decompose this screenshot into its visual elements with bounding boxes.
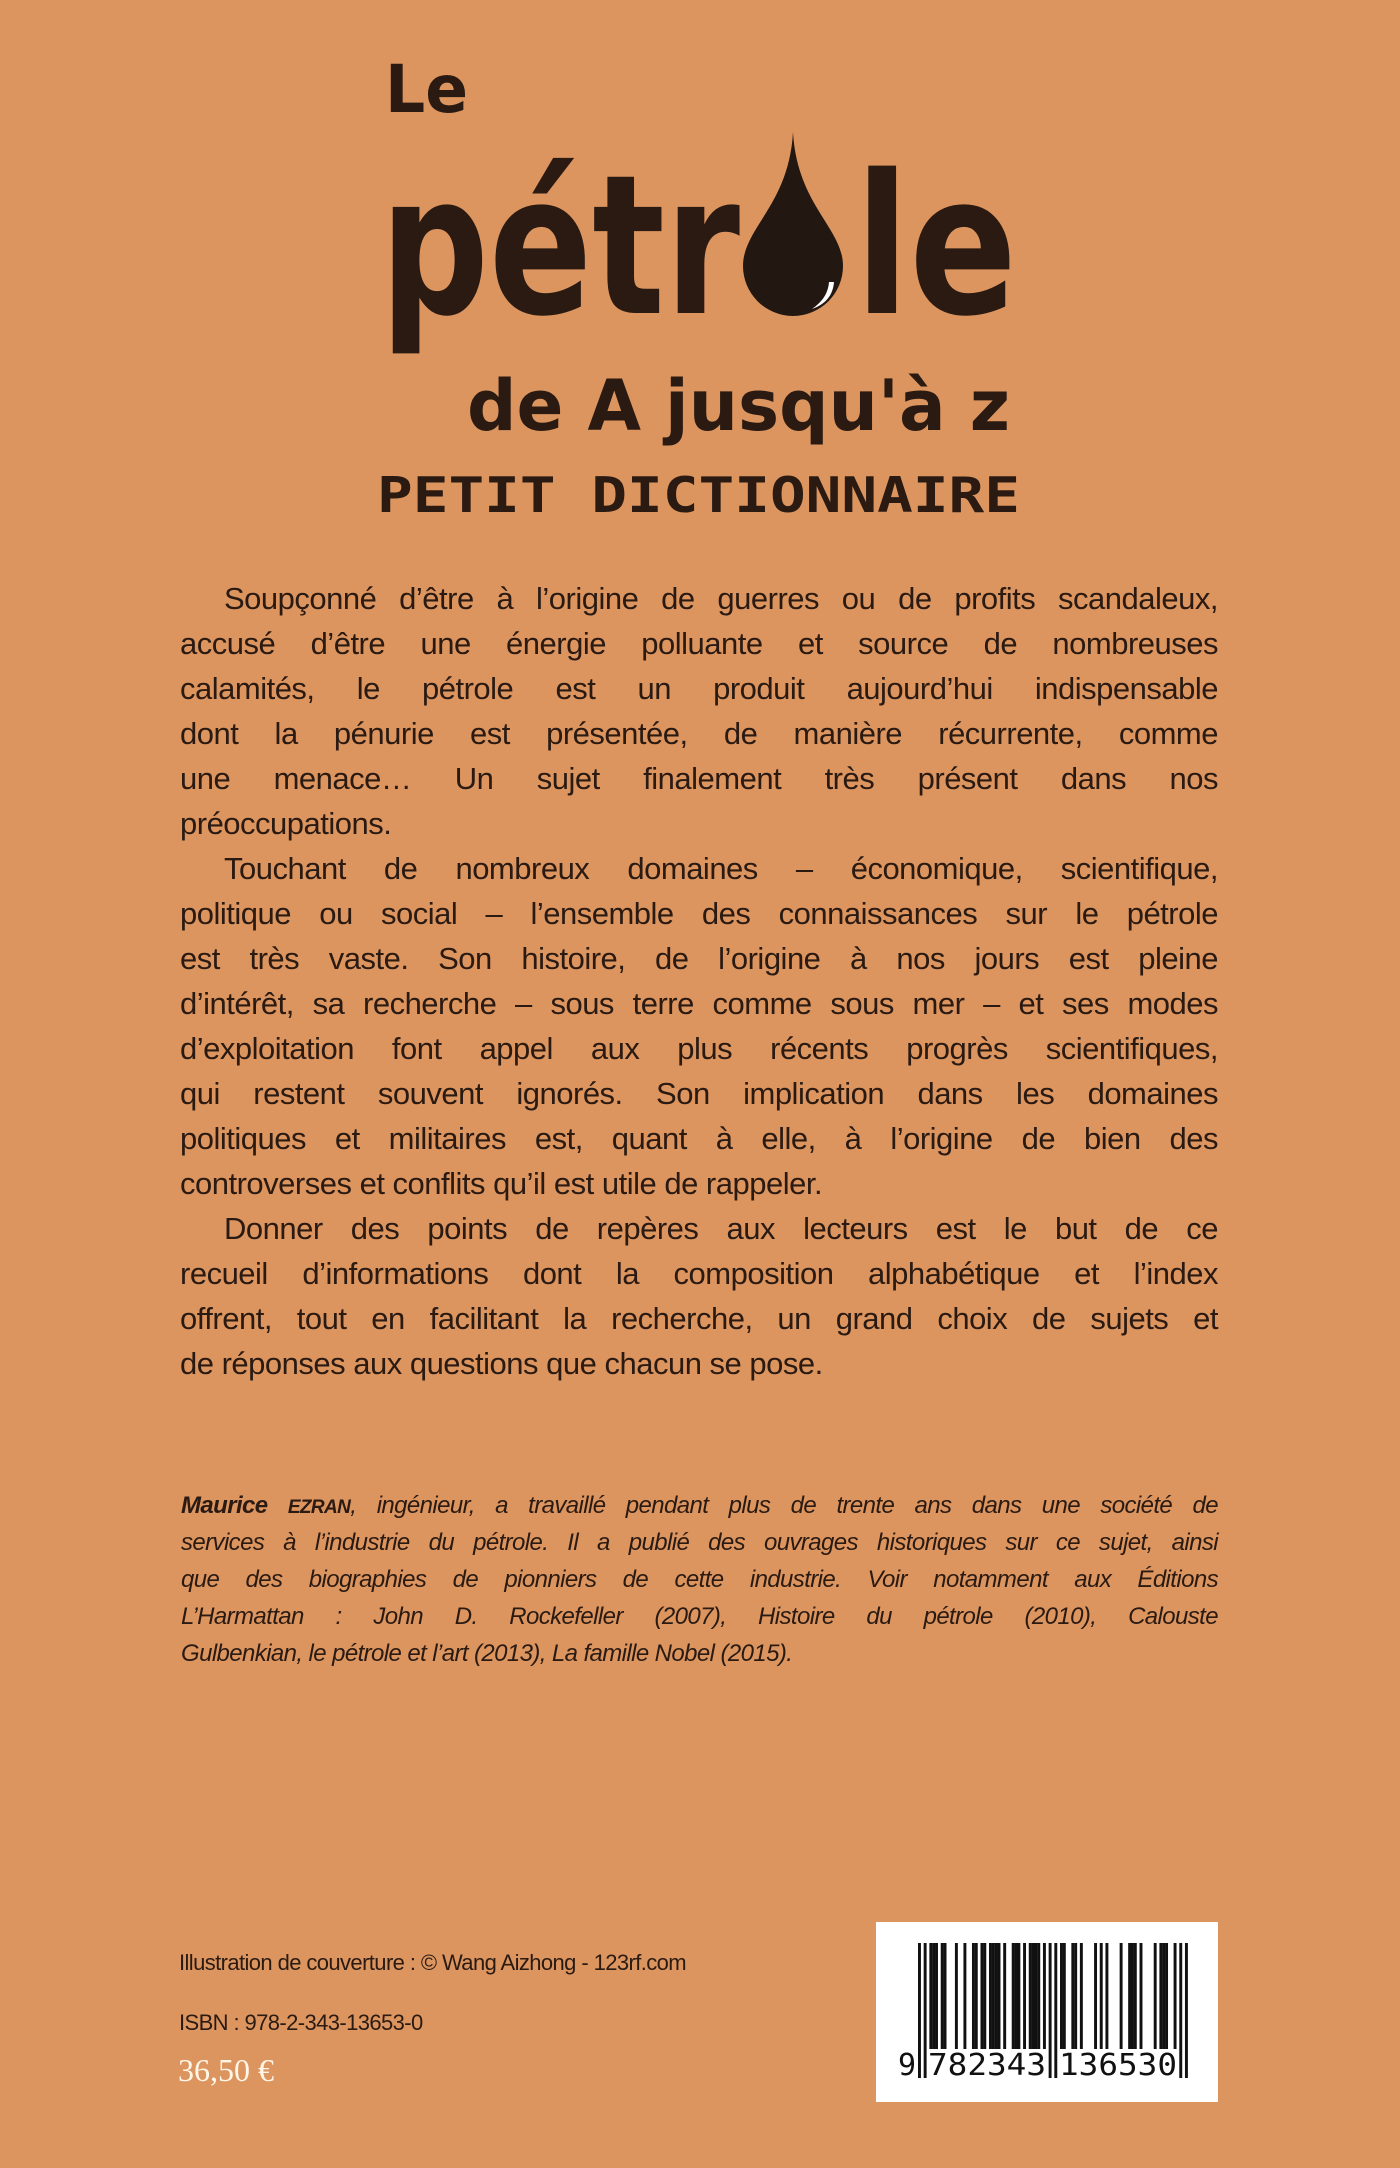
barcode-bar: [935, 1943, 938, 2049]
blurb-line: accusé d’être une énergie polluante et source de nombreuses: [180, 626, 1218, 661]
bio-line: Gulbenkian, le pétrole et l’art (2013), La famille Nobel (2015).: [181, 1640, 793, 1667]
barcode-bar: [1063, 1943, 1066, 2049]
barcode-bar: [989, 1943, 992, 2049]
barcode-right-digits: 136530: [1059, 2048, 1177, 2083]
barcode-bar: [932, 1943, 935, 2049]
blurb-line: d’intérêt, sa recherche – sous terre comme sous mer – et ses modes: [180, 986, 1218, 1021]
barcode-bar: [1017, 1943, 1020, 2049]
barcode-bar: [972, 1943, 975, 2049]
barcode-bar: [1034, 1943, 1037, 2049]
blurb-line: controverses et conflits qu’il est utile de rappeler.: [180, 1166, 823, 1201]
blurb-line: Touchant de nombreux domaines – économique, scientifique,: [224, 851, 1218, 886]
cover-credit: Illustration de couverture : © Wang Aizhong - 123rf.com: [179, 1950, 686, 1975]
barcode-bar: [1029, 1943, 1032, 2049]
barcode-bar: [1023, 1943, 1026, 2049]
back-cover-blurb: [180, 576, 1218, 1386]
barcode-first-digit: 9: [898, 2048, 917, 2083]
author-bio: [181, 1487, 1218, 1672]
oil-drop-icon: [743, 132, 843, 316]
barcode-bar: [1074, 1943, 1077, 2049]
barcode-bar: [1012, 1943, 1015, 2049]
barcode-bar: [924, 1943, 927, 2078]
blurb-line: est très vaste. Son histoire, de l’origine à nos jours est pleine: [180, 941, 1218, 976]
barcode-bars: [876, 1922, 1218, 2102]
blurb-line: préoccupations.: [180, 806, 392, 841]
barcode-bar: [1080, 1943, 1083, 2049]
barcode-bar: [1003, 1943, 1006, 2049]
author-first-name: Maurice: [181, 1492, 268, 1519]
barcode-bar: [941, 1943, 944, 2049]
barcode-bar: [983, 1943, 986, 2049]
blurb-line: qui restent souvent ignorés. Son implication dans les domaines: [180, 1076, 1218, 1111]
bio-text: , ingénieur, a travaillé pendant plus de trente ans dans une société de: [350, 1492, 1218, 1519]
barcode-bar: [1037, 1943, 1040, 2049]
barcode-bar: [1049, 1943, 1052, 2078]
barcode-bar: [992, 1943, 995, 2049]
barcode-bar: [1128, 1943, 1131, 2049]
barcode-bar: [1105, 1943, 1108, 2049]
title-word-start: pétr: [380, 133, 741, 359]
barcode-bar: [998, 1943, 1001, 2049]
barcode-bar: [963, 1943, 966, 2049]
price: 36,50 €: [178, 2052, 274, 2088]
barcode-bar: [975, 1943, 978, 2049]
bio-line: que des biographies de pionniers de cette industrie. Voir notamment aux Éditions: [181, 1566, 1218, 1593]
blurb-line: politique ou social – l’ensemble des connaissances sur le pétrole: [180, 896, 1218, 931]
barcode-bar: [1165, 1943, 1168, 2049]
author-last-name: EZRAN: [287, 1497, 351, 1518]
blurb-line: calamités, le pétrole est un produit aujourd’hui indispensable: [180, 671, 1218, 706]
blurb-line: politiques et militaires est, quant à elle, à l’origine de bien des: [180, 1121, 1218, 1156]
barcode-bar: [955, 1943, 958, 2049]
barcode-bar: [1032, 1943, 1035, 2049]
blurb-line: offrent, tout en facilitant la recherche, un grand choix de sujets et: [180, 1301, 1218, 1336]
barcode-bar: [1140, 1943, 1143, 2049]
barcode-left-digits: 782343: [928, 2048, 1046, 2083]
barcode-bar: [1174, 1943, 1177, 2049]
title-kicker: PETIT DICTIONNAIRE: [377, 467, 1020, 524]
isbn: ISBN : 978-2-343-13653-0: [179, 2010, 423, 2035]
barcode-bar: [1094, 1943, 1097, 2049]
blurb-line: d’exploitation font appel aux plus récents progrès scientifiques,: [180, 1031, 1218, 1066]
blurb-line: recueil d’informations dont la composition alphabétique et l’index: [180, 1256, 1218, 1291]
barcode-bar: [1120, 1943, 1123, 2049]
blurb-line: Donner des points de repères aux lecteurs est le but de ce: [224, 1211, 1218, 1246]
bio-line: [181, 1487, 1218, 1524]
barcode-bar: [1043, 1943, 1046, 2049]
bio-line: services à l’industrie du pétrole. Il a publié des ouvrages historiques sur ce sujet, ainsi: [181, 1529, 1218, 1556]
barcode-bar: [1179, 1943, 1182, 2078]
barcode-bar: [929, 1943, 932, 2049]
title-le: Le: [385, 51, 468, 128]
barcode-bar: [1060, 1943, 1063, 2049]
title-logo: [0, 0, 1400, 540]
barcode-bar: [980, 1943, 983, 2049]
blurb-line: Soupçonné d’être à l’origine de guerres ou de profits scandaleux,: [224, 581, 1218, 616]
barcode: [876, 1922, 1218, 2102]
barcode-bar: [1131, 1943, 1134, 2049]
barcode-bar: [918, 1943, 921, 2078]
barcode-bar: [1054, 1943, 1057, 2078]
barcode-bar: [944, 1943, 947, 2049]
barcode-bar: [1134, 1943, 1137, 2049]
barcode-bar: [1100, 1943, 1103, 2049]
barcode-bar: [1185, 1943, 1188, 2078]
blurb-line: de réponses aux questions que chacun se pose.: [180, 1346, 823, 1381]
blurb-line: une menace… Un sujet finalement très présent dans nos: [180, 761, 1218, 796]
barcode-bar: [1159, 1943, 1162, 2049]
blurb-line: dont la pénurie est présentée, de manière récurrente, comme: [180, 716, 1218, 751]
barcode-bar: [1071, 1943, 1074, 2049]
title-subtitle: de A jusqu'à z: [467, 365, 1010, 447]
barcode-bar: [1015, 1943, 1018, 2049]
bio-line: L’Harmattan : John D. Rockefeller (2007), Histoire du pétrole (2010), Calouste: [181, 1603, 1218, 1630]
barcode-bar: [1154, 1943, 1157, 2049]
barcode-bar: [995, 1943, 998, 2049]
title-word-end: le: [855, 133, 1017, 359]
barcode-bar: [1162, 1943, 1165, 2049]
